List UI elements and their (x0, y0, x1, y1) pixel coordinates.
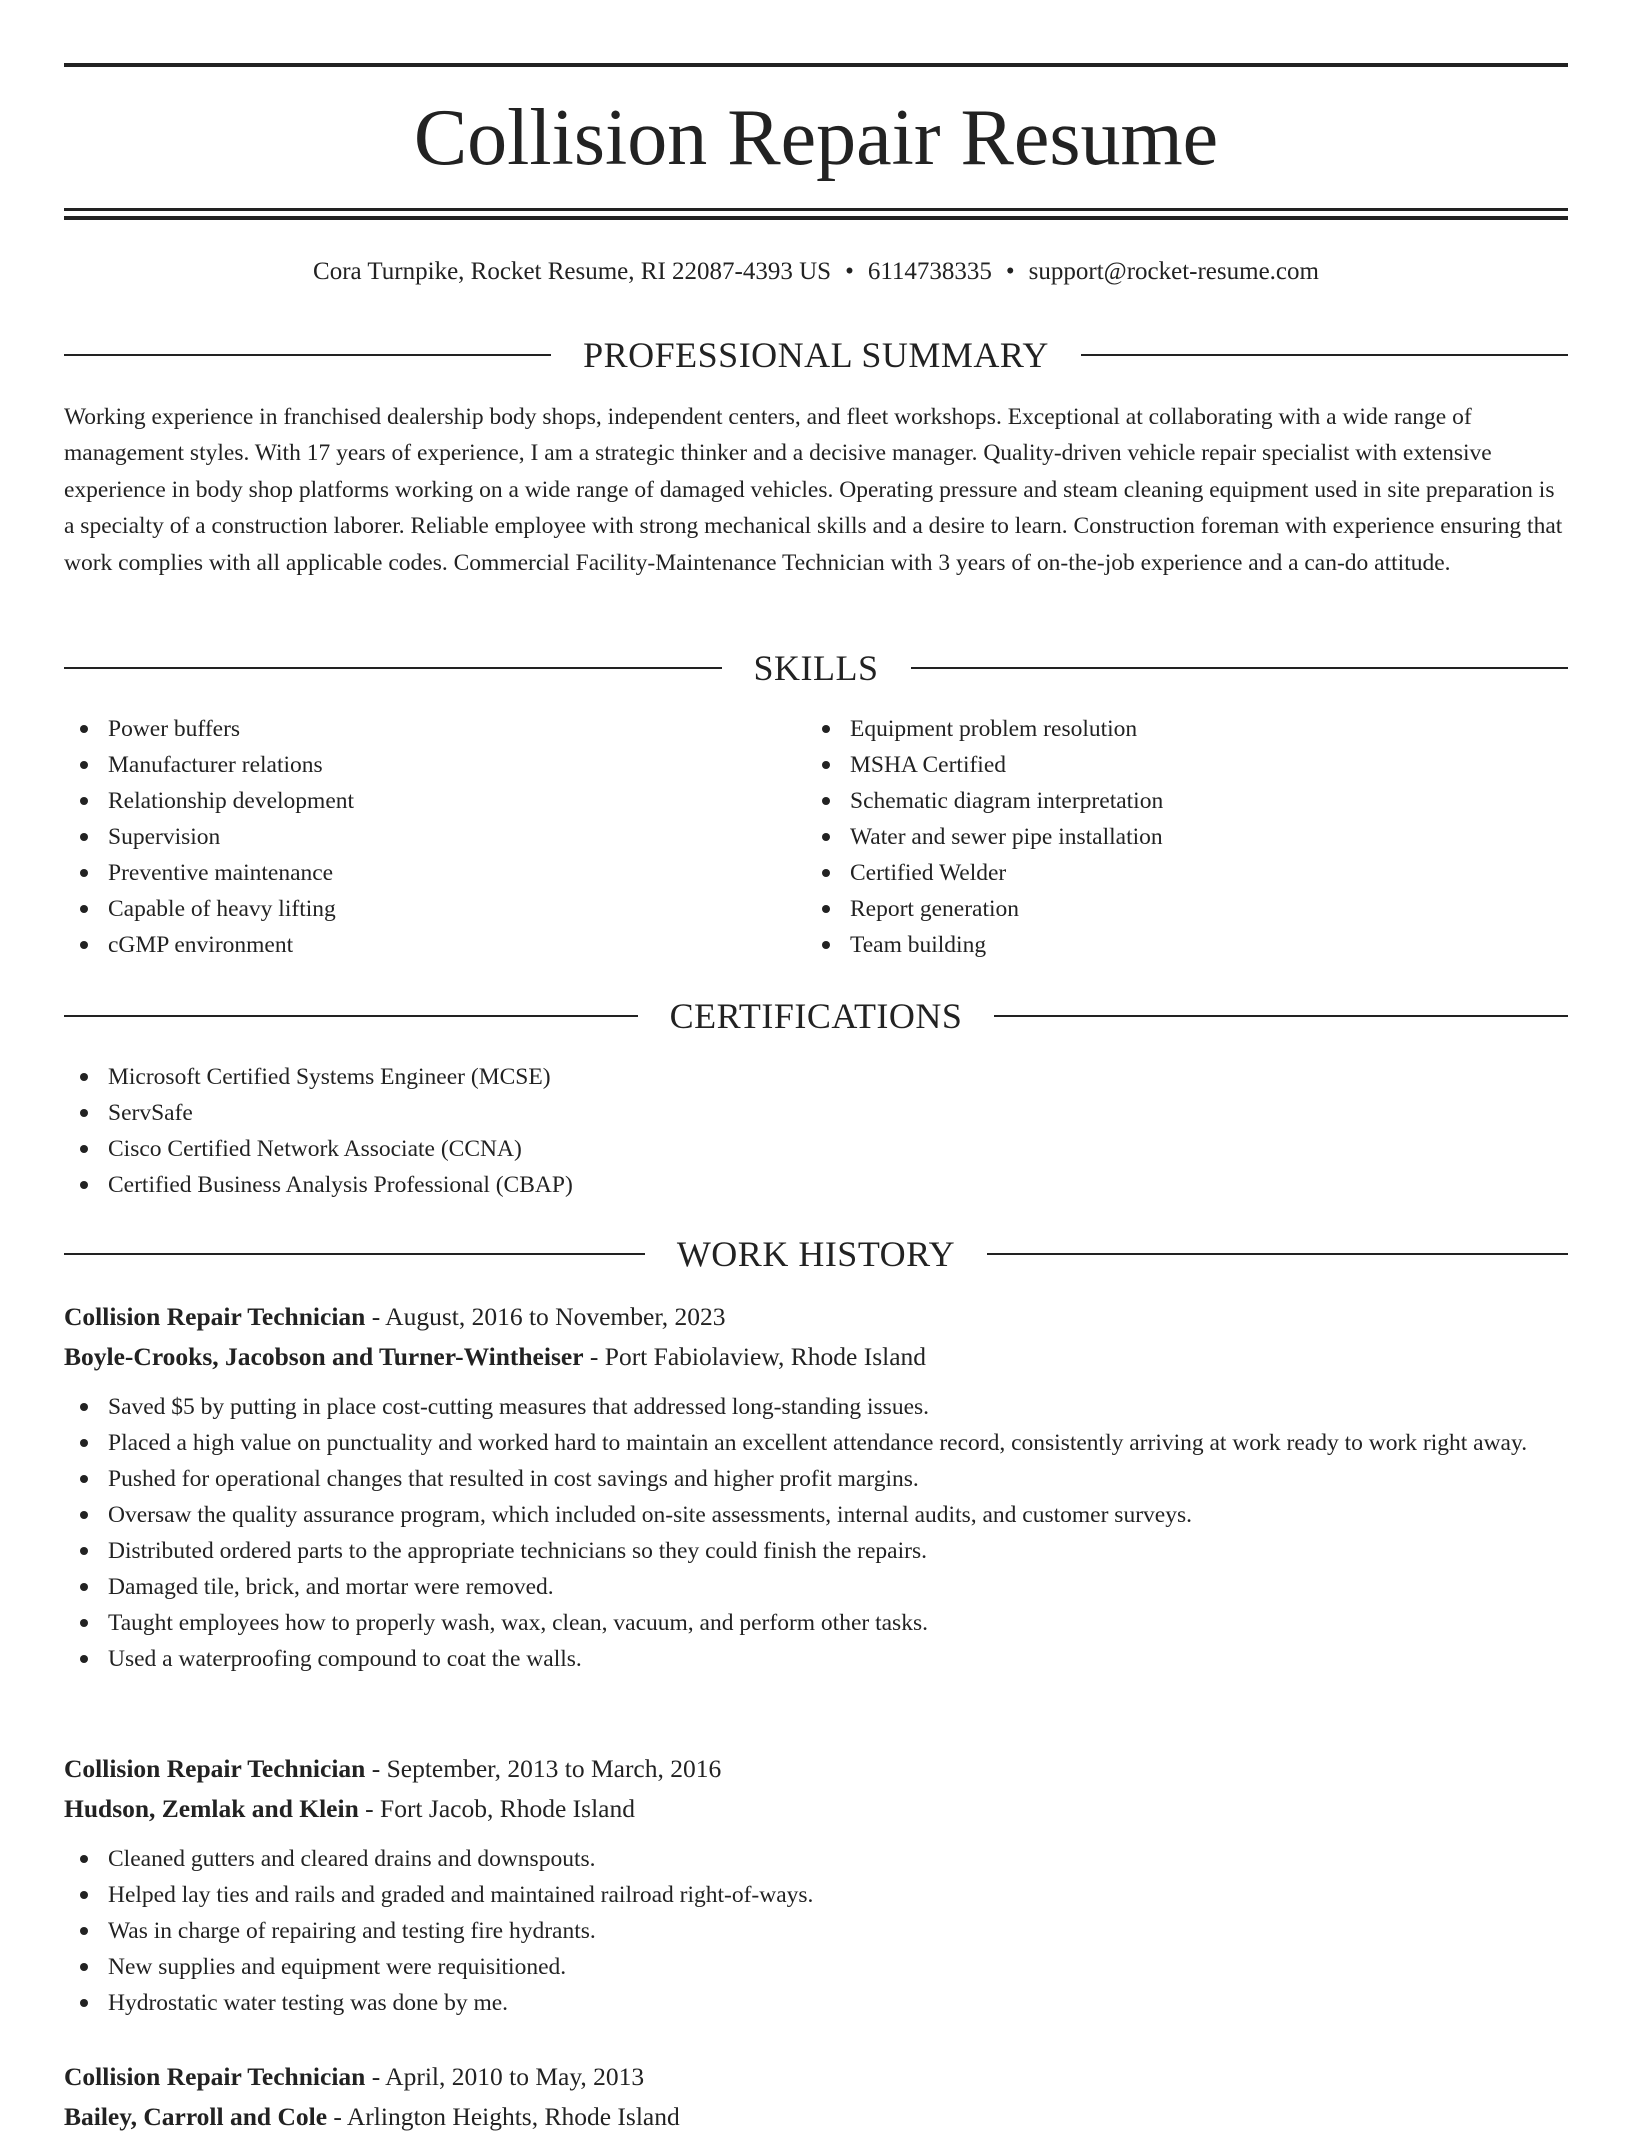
job-duty-text: Hydrostatic water testing was done by me. (108, 1990, 509, 2016)
job-duty (64, 1949, 1568, 1985)
section-heading-summary (64, 332, 1568, 378)
heading-rule-left (64, 1253, 645, 1255)
certification-text: Cisco Certified Network Associate (CCNA) (108, 1136, 522, 1162)
job-title: Collision Repair Technician (64, 1302, 366, 1331)
bullet-dot (822, 869, 830, 877)
contact-address: Cora Turnpike, Rocket Resume, RI 22087-4393 US (313, 258, 832, 285)
bullet-dot (822, 725, 830, 733)
job-entry (64, 1297, 1568, 1677)
job-duty (64, 1569, 1568, 1605)
job-duty-text: Pushed for operational changes that resulted in cost savings and higher profit margins. (108, 1466, 919, 1492)
job-duty (64, 1425, 1568, 1461)
bullet-dot (80, 1511, 88, 1519)
job-duty-text: Distributed ordered parts to the appropriate technicians so they could finish the repairs. (108, 1538, 927, 1564)
heading-rule-right (911, 667, 1569, 669)
section-heading-skills (64, 645, 1568, 691)
job-duty (64, 1641, 1568, 1677)
job-title: Collision Repair Technician (64, 2062, 366, 2091)
contact-separator: • (1005, 258, 1015, 285)
skill-item (64, 783, 764, 819)
heading-rule-left (64, 667, 722, 669)
bullet-dot (80, 1547, 88, 1555)
skill-text: Report generation (850, 896, 1020, 922)
heading-rule-left (64, 1015, 638, 1017)
job-title-line (64, 1749, 1568, 1789)
job-duty-text: Placed a high value on punctuality and worked hard to maintain an excellent attendance record, consistently arriving at work ready to work right away. (108, 1430, 1528, 1456)
job-employer: Hudson, Zemlak and Klein (64, 1794, 359, 1823)
job-duty-text: Helped lay ties and rails and graded and maintained railroad right-of-ways. (108, 1882, 814, 1908)
bullet-dot (80, 1583, 88, 1591)
section-title: SKILLS (753, 648, 879, 688)
certification-item (64, 1167, 1568, 1203)
skill-text: Certified Welder (850, 860, 1007, 886)
job-location: - Arlington Heights, Rhode Island (327, 2102, 680, 2131)
skill-item (806, 891, 1506, 927)
bullet-dot (80, 1963, 88, 1971)
skill-item (64, 855, 764, 891)
job-employer-line (64, 1337, 1568, 1377)
job-duty-text: Cleaned gutters and cleared drains and downspouts. (108, 1846, 596, 1872)
skill-text: Relationship development (108, 788, 355, 814)
certification-text: Certified Business Analysis Professional (CBAP) (108, 1172, 573, 1198)
certification-item (64, 1059, 1568, 1095)
job-duty-text: Damaged tile, brick, and mortar were removed. (108, 1574, 554, 1600)
bullet-dot (822, 797, 830, 805)
bullet-dot (80, 1999, 88, 2007)
bullet-dot (80, 869, 88, 877)
skill-text: Capable of heavy lifting (108, 896, 336, 922)
job-duty-text: Used a waterproofing compound to coat the walls. (108, 1646, 582, 1672)
bullet-dot (80, 833, 88, 841)
certifications-block (64, 1059, 1568, 1203)
bullet-dot (80, 1145, 88, 1153)
job-dates: - April, 2010 to May, 2013 (365, 2062, 645, 2091)
bullet-dot (80, 1855, 88, 1863)
job-duty-text: Saved $5 by putting in place cost-cutting measures that addressed long-standing issues. (108, 1394, 930, 1420)
skill-item (64, 927, 764, 963)
bullet-dot (80, 1891, 88, 1899)
skill-item (64, 819, 764, 855)
job-duty (64, 1877, 1568, 1913)
job-duty (64, 1841, 1568, 1877)
job-employer-line (64, 1789, 1568, 1829)
skill-text: Water and sewer pipe installation (850, 824, 1163, 850)
job-duty-text: Taught employees how to properly wash, wax, clean, vacuum, and perform other tasks. (108, 1610, 928, 1636)
bullet-dot (80, 1475, 88, 1483)
certification-text: Microsoft Certified Systems Engineer (MCSE) (108, 1064, 551, 1090)
bullet-dot (80, 1181, 88, 1189)
skill-text: cGMP environment (108, 932, 294, 958)
bullet-dot (80, 1403, 88, 1411)
bullet-dot (822, 833, 830, 841)
bullet-dot (80, 1655, 88, 1663)
contact-separator: • (845, 258, 854, 285)
job-employer: Boyle-Crooks, Jacobson and Turner-Wintheiser (64, 1342, 584, 1371)
job-location: - Fort Jacob, Rhode Island (358, 1794, 635, 1823)
skill-text: Team building (850, 932, 987, 958)
contact-email: support@rocket-resume.com (1028, 258, 1319, 285)
skills-column-left (64, 711, 764, 963)
skill-item (64, 891, 764, 927)
bullet-dot (80, 1927, 88, 1935)
bullet-dot (80, 797, 88, 805)
section-title: PROFESSIONAL SUMMARY (583, 335, 1049, 375)
skill-item (806, 783, 1506, 819)
certifications-list (64, 1059, 1568, 1203)
bullet-dot (822, 761, 830, 769)
skill-item (64, 747, 764, 783)
bullet-dot (80, 1619, 88, 1627)
skill-text: Equipment problem resolution (850, 716, 1138, 742)
job-duties-list (64, 1841, 1568, 2021)
job-duty-text: Was in charge of repairing and testing fire hydrants. (108, 1918, 596, 1944)
job-dates: - August, 2016 to November, 2023 (365, 1302, 726, 1331)
skills-list-right (806, 711, 1506, 963)
job-duty (64, 1497, 1568, 1533)
skills-column-right (806, 711, 1506, 963)
bullet-dot (80, 761, 88, 769)
bullet-dot (822, 905, 830, 913)
skill-text: Power buffers (108, 716, 241, 742)
job-duty (64, 1913, 1568, 1949)
job-title-line (64, 2057, 1568, 2097)
skill-item (806, 855, 1506, 891)
section-heading-work-history (64, 1231, 1568, 1277)
skill-text: Preventive maintenance (108, 860, 334, 886)
skills-list-left (64, 711, 764, 963)
bullet-dot (80, 1073, 88, 1081)
section-title: WORK HISTORY (676, 1234, 956, 1274)
job-location: - Port Fabiolaview, Rhode Island (583, 1342, 927, 1371)
document-title: Collision Repair Resume (413, 94, 1219, 182)
job-title-line (64, 1297, 1568, 1337)
job-employer-line (64, 2097, 1568, 2137)
bullet-dot (80, 941, 88, 949)
job-title: Collision Repair Technician (64, 1754, 366, 1783)
bullet-dot (80, 1109, 88, 1117)
job-duty (64, 1605, 1568, 1641)
skill-text: Schematic diagram interpretation (850, 788, 1164, 814)
certification-item (64, 1095, 1568, 1131)
job-employer: Bailey, Carroll and Cole (64, 2102, 328, 2131)
heading-rule-left (64, 354, 551, 356)
job-duty-text: New supplies and equipment were requisitioned. (108, 1954, 567, 1980)
contact-phone: 6114738335 (867, 258, 992, 285)
section-heading-certifications (64, 993, 1568, 1039)
bullet-dot (80, 725, 88, 733)
heading-rule-right (1081, 354, 1568, 356)
skill-item (806, 927, 1506, 963)
skill-item (806, 711, 1506, 747)
top-rule (64, 63, 1568, 67)
job-duty (64, 1389, 1568, 1425)
bullet-dot (80, 1439, 88, 1447)
title-double-rule (64, 208, 1568, 220)
skill-text: Manufacturer relations (108, 752, 323, 778)
section-title: CERTIFICATIONS (669, 996, 963, 1036)
heading-rule-right (994, 1015, 1568, 1017)
skill-text: Supervision (108, 824, 221, 850)
skill-item (806, 819, 1506, 855)
job-dates: - September, 2013 to March, 2016 (365, 1754, 722, 1783)
job-duties-list (64, 1389, 1568, 1677)
job-duty (64, 1461, 1568, 1497)
job-duty-text: Oversaw the quality assurance program, which included on-site assessments, internal audits, and customer surveys. (108, 1502, 1192, 1528)
contact-line (64, 254, 1568, 290)
certification-item (64, 1131, 1568, 1167)
bullet-dot (822, 941, 830, 949)
bullet-dot (80, 905, 88, 913)
heading-rule-right (987, 1253, 1568, 1255)
skill-text: MSHA Certified (850, 752, 1007, 778)
job-entry (64, 1749, 1568, 2021)
job-duty (64, 1533, 1568, 1569)
skill-item (64, 711, 764, 747)
summary-text: Working experience in franchised dealership body shops, independent centers, and fleet workshops. Exceptional at collaborating with a wide range of management styles. With 17 years of experience, I am a strategic thinker and a decisive manager. Quality-driven vehicle repair specialist with extensive experience in body shop platforms working on a wide range of damaged vehicles. Operating pressure and steam cleaning equipment used in site preparation is a specialty of a construction laborer. Reliable employee with strong mechanical skills and a desire to learn. Construction foreman with experience ensuring that work complies with all applicable codes. Commercial Facility-Maintenance Technician with 3 years of on-the-job experience and a can-do attitude. (64, 404, 1563, 576)
certification-text: ServSafe (108, 1100, 193, 1126)
skill-item (806, 747, 1506, 783)
job-entry (64, 2057, 1568, 2137)
job-duty (64, 1985, 1568, 2021)
